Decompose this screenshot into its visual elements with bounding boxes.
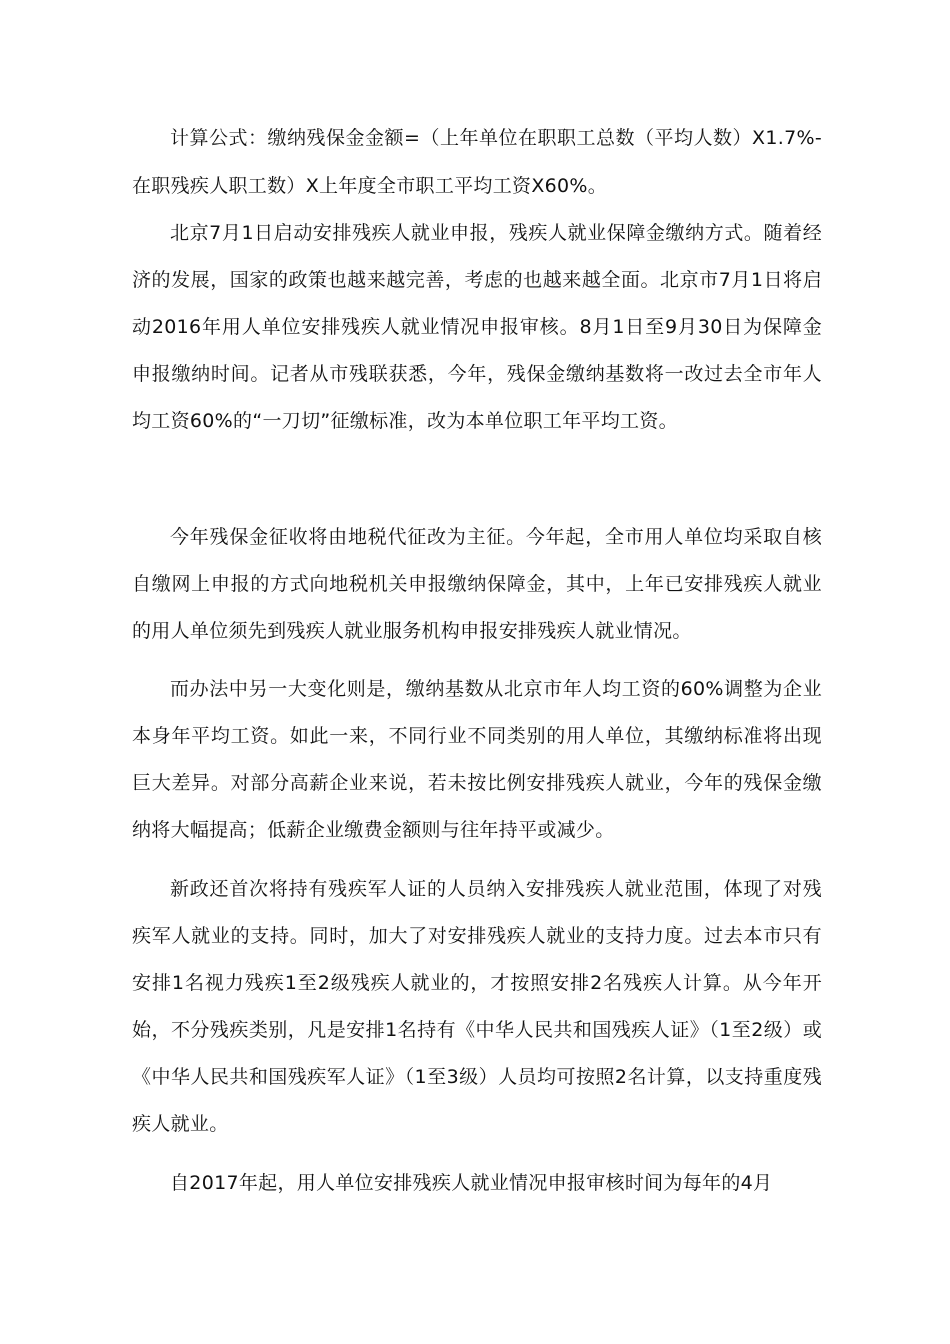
paragraph-launch-announcement: 北京7月1日启动安排残疾人就业申报，残疾人就业保障金缴纳方式。随着经济的发展，国家的政策也越来越完善，考虑的也越来越全面。北京市7月1日将启动2016年用人单位安排残疾人就业情况申报审核。8月1日至9月30日为保障金申报缴纳时间。记者从市残联获悉，今年，残保金缴纳基数将一改过去全市年人均工资60%的“一刀切”征缴标准，改为本单位职工年平均工资。 — [132, 222, 822, 432]
paragraph-2017-schedule: 自2017年起，用人单位安排残疾人就业情况申报审核时间为每年的4月 — [170, 1172, 773, 1194]
paragraph-new-policy: 新政还首次将持有残疾军人证的人员纳入安排残疾人就业范围，体现了对残疾军人就业的支持。同时，加大了对安排残疾人就业的支持力度。过去本市只有安排1名视力残疾1至2级残疾人就业的，才按照安排2名残疾人计算。从今年开始，不分残疾类别，凡是安排1名持有《中华人民共和国残疾人证》（1至2级）或《中华人民共和国残疾军人证》（1至3级）人员均可按照2名计算，以支持重度残疾人就业。 — [132, 878, 822, 1135]
formula-paragraph: 计算公式：缴纳残保金金额=（上年单位在职职工总数（平均人数）X1.7%-在职残疾人职工数）X上年度全市职工平均工资X60%。 — [132, 127, 822, 197]
paragraph-base-change: 而办法中另一大变化则是，缴纳基数从北京市年人均工资的60%调整为企业本身年平均工资。如此一来，不同行业不同类别的用人单位，其缴纳标准将出现巨大差异。对部分高薪企业来说，若未按比例安排残疾人就业，今年的残保金缴纳将大幅提高；低薪企业缴费金额则与往年持平或减少。 — [132, 678, 822, 841]
paragraph-collection-change: 今年残保金征收将由地税代征改为主征。今年起，全市用人单位均采取自核自缴网上申报的方式向地税机关申报缴纳保障金，其中，上年已安排残疾人就业的用人单位须先到残疾人就业服务机构申报安排残疾人就业情况。 — [132, 526, 822, 642]
